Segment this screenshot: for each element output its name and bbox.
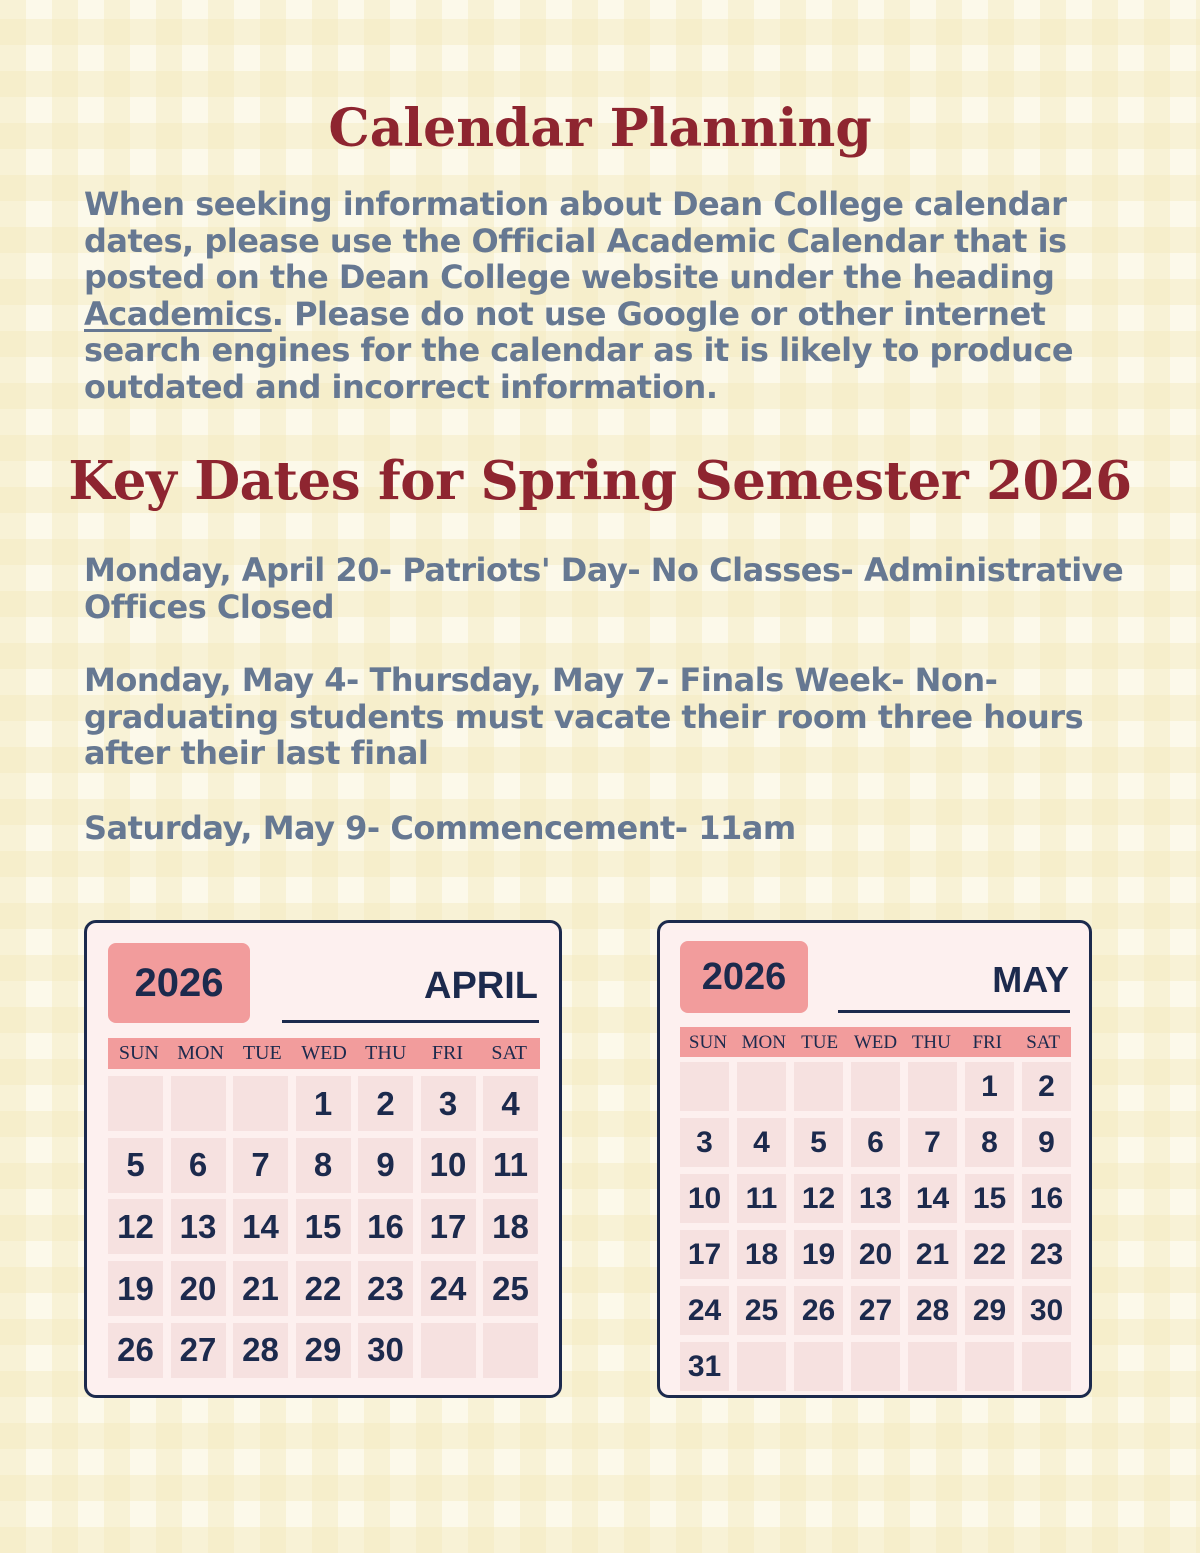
empty-day-cell bbox=[1022, 1342, 1071, 1391]
day-cell: 15 bbox=[965, 1174, 1014, 1223]
weekday-label: WED bbox=[301, 1042, 347, 1064]
academics-link[interactable]: Academics bbox=[84, 294, 272, 333]
day-cell: 12 bbox=[794, 1174, 843, 1223]
day-cell: 18 bbox=[737, 1230, 786, 1279]
day-cell: 28 bbox=[233, 1323, 288, 1378]
weekday-header bbox=[680, 1027, 1071, 1057]
day-cell: 10 bbox=[421, 1138, 476, 1193]
day-cell: 20 bbox=[171, 1261, 226, 1316]
may-calendar bbox=[657, 920, 1092, 1398]
day-cell: 21 bbox=[233, 1261, 288, 1316]
day-cell: 4 bbox=[737, 1118, 786, 1167]
day-cell: 3 bbox=[421, 1076, 476, 1131]
day-cell: 8 bbox=[965, 1118, 1014, 1167]
day-cell: 17 bbox=[421, 1199, 476, 1254]
day-cell: 22 bbox=[296, 1261, 351, 1316]
day-cell: 11 bbox=[737, 1174, 786, 1223]
weekday-header bbox=[108, 1038, 540, 1069]
day-cell: 2 bbox=[1022, 1062, 1071, 1111]
day-cell: 27 bbox=[171, 1323, 226, 1378]
day-grid bbox=[680, 1062, 1071, 1391]
intro-paragraph bbox=[84, 186, 1124, 406]
weekday-label: SAT bbox=[1026, 1032, 1060, 1053]
day-cell: 31 bbox=[680, 1342, 729, 1391]
weekday-label: MON bbox=[177, 1042, 224, 1064]
day-cell: 6 bbox=[171, 1138, 226, 1193]
intro-text-start: When seeking information about Dean College calendar dates, please use the Official Academic Calendar that is posted on the Dean College website under the heading bbox=[84, 185, 1067, 297]
day-cell: 15 bbox=[296, 1199, 351, 1254]
day-cell: 29 bbox=[965, 1286, 1014, 1335]
day-cell: 17 bbox=[680, 1230, 729, 1279]
day-cell: 30 bbox=[1022, 1286, 1071, 1335]
weekday-label: SUN bbox=[688, 1032, 727, 1053]
day-cell: 10 bbox=[680, 1174, 729, 1223]
day-cell: 14 bbox=[233, 1199, 288, 1254]
page-title: Calendar Planning bbox=[328, 98, 872, 159]
day-cell: 5 bbox=[108, 1138, 163, 1193]
calendar-month-label: MAY bbox=[992, 959, 1069, 1000]
day-cell: 1 bbox=[296, 1076, 351, 1131]
empty-day-cell bbox=[233, 1076, 288, 1131]
day-cell: 19 bbox=[108, 1261, 163, 1316]
empty-day-cell bbox=[680, 1062, 729, 1111]
day-cell: 14 bbox=[908, 1174, 957, 1223]
day-cell: 7 bbox=[908, 1118, 957, 1167]
empty-day-cell bbox=[108, 1076, 163, 1131]
empty-day-cell bbox=[965, 1342, 1014, 1391]
weekday-label: FRI bbox=[972, 1032, 1003, 1053]
day-cell: 30 bbox=[358, 1323, 413, 1378]
day-cell: 23 bbox=[1022, 1230, 1071, 1279]
weekday-label: TUE bbox=[801, 1032, 839, 1053]
day-cell: 7 bbox=[233, 1138, 288, 1193]
day-cell: 18 bbox=[483, 1199, 538, 1254]
weekday-label: SAT bbox=[491, 1042, 527, 1064]
day-cell: 9 bbox=[358, 1138, 413, 1193]
weekday-label: TUE bbox=[242, 1042, 282, 1064]
day-cell: 24 bbox=[421, 1261, 476, 1316]
empty-day-cell bbox=[483, 1323, 538, 1378]
day-cell: 8 bbox=[296, 1138, 351, 1193]
day-cell: 29 bbox=[296, 1323, 351, 1378]
day-grid bbox=[108, 1076, 538, 1378]
day-cell: 23 bbox=[358, 1261, 413, 1316]
key-date-item: Monday, May 4- Thursday, May 7- Finals Week- Non-graduating students must vacate their room three hours after their last final bbox=[84, 661, 1084, 773]
empty-day-cell bbox=[737, 1342, 786, 1391]
month-underline bbox=[838, 1010, 1070, 1013]
empty-day-cell bbox=[794, 1062, 843, 1111]
weekday-label: FRI bbox=[431, 1042, 464, 1064]
day-cell: 12 bbox=[108, 1199, 163, 1254]
empty-day-cell bbox=[851, 1062, 900, 1111]
empty-day-cell bbox=[171, 1076, 226, 1131]
key-date-item: Monday, April 20- Patriots' Day- No Classes- Administrative Offices Closed bbox=[84, 551, 1124, 626]
weekday-label: THU bbox=[911, 1032, 951, 1053]
empty-day-cell bbox=[908, 1062, 957, 1111]
month-underline bbox=[282, 1020, 539, 1023]
day-cell: 19 bbox=[794, 1230, 843, 1279]
calendar-year-badge: 2026 bbox=[680, 941, 808, 1013]
key-date-item: Saturday, May 9- Commencement- 11am bbox=[84, 809, 796, 847]
empty-day-cell bbox=[737, 1062, 786, 1111]
day-cell: 26 bbox=[794, 1286, 843, 1335]
day-cell: 5 bbox=[794, 1118, 843, 1167]
key-dates-title: Key Dates for Spring Semester 2026 bbox=[68, 450, 1132, 512]
day-cell: 25 bbox=[737, 1286, 786, 1335]
day-cell: 26 bbox=[108, 1323, 163, 1378]
intro-text-end: . Please do not use Google or other internet search engines for the calendar as it is likely to produce outdated and incorrect information. bbox=[84, 294, 1074, 406]
day-cell: 21 bbox=[908, 1230, 957, 1279]
day-cell: 4 bbox=[483, 1076, 538, 1131]
day-cell: 13 bbox=[851, 1174, 900, 1223]
day-cell: 22 bbox=[965, 1230, 1014, 1279]
day-cell: 28 bbox=[908, 1286, 957, 1335]
day-cell: 24 bbox=[680, 1286, 729, 1335]
day-cell: 11 bbox=[483, 1138, 538, 1193]
day-cell: 16 bbox=[1022, 1174, 1071, 1223]
weekday-label: WED bbox=[853, 1032, 898, 1053]
weekday-label: MON bbox=[741, 1032, 786, 1053]
weekday-label: THU bbox=[365, 1042, 407, 1064]
day-cell: 25 bbox=[483, 1261, 538, 1316]
calendar-month-label: APRIL bbox=[424, 965, 538, 1007]
day-cell: 3 bbox=[680, 1118, 729, 1167]
day-cell: 1 bbox=[965, 1062, 1014, 1111]
april-calendar bbox=[84, 920, 562, 1398]
day-cell: 13 bbox=[171, 1199, 226, 1254]
day-cell: 6 bbox=[851, 1118, 900, 1167]
day-cell: 9 bbox=[1022, 1118, 1071, 1167]
empty-day-cell bbox=[794, 1342, 843, 1391]
empty-day-cell bbox=[421, 1323, 476, 1378]
weekday-label: SUN bbox=[118, 1042, 159, 1064]
empty-day-cell bbox=[908, 1342, 957, 1391]
day-cell: 27 bbox=[851, 1286, 900, 1335]
calendar-year-badge: 2026 bbox=[108, 943, 250, 1023]
day-cell: 16 bbox=[358, 1199, 413, 1254]
day-cell: 20 bbox=[851, 1230, 900, 1279]
day-cell: 2 bbox=[358, 1076, 413, 1131]
empty-day-cell bbox=[851, 1342, 900, 1391]
